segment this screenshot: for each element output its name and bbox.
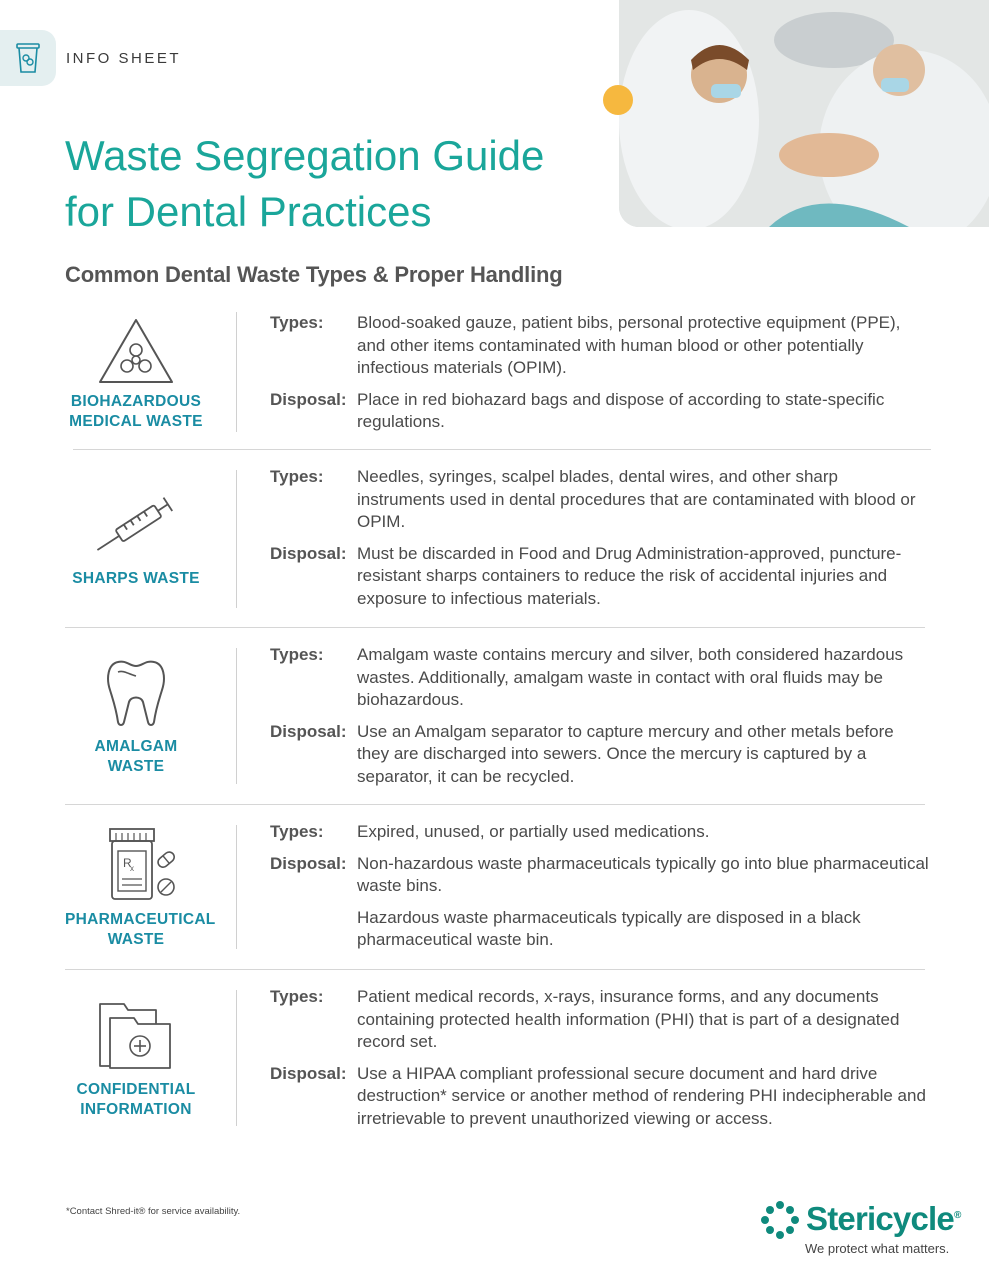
disposal-text: Must be discarded in Food and Drug Administration-approved, puncture-resistant sharps containers to reduce the risk of accidental injuries and exposure to infectious materials.	[357, 543, 902, 608]
disposal-text: Place in red biohazard bags and dispose of according to state-specific regulations.	[357, 389, 885, 431]
waste-section-pharmaceutical	[65, 821, 927, 956]
category-label-sharps: SHARPS WASTE	[72, 570, 200, 587]
types-text: Amalgam waste contains mercury and silver, both considered hazardous wastes. Additionally, amalgam waste in contact with oral fluids may be biohazardous.	[357, 645, 904, 709]
page-title	[65, 128, 605, 240]
disposal-label: Disposal:	[270, 1063, 347, 1083]
disposal-label: Disposal:	[270, 853, 347, 873]
types-row	[270, 644, 930, 712]
types-label: Types:	[270, 987, 324, 1006]
orange-accent-dot	[603, 85, 633, 115]
section-divider	[65, 804, 925, 805]
types-text: Blood-soaked gauze, patient bibs, personal protective equipment (PPE), and other items contaminated with human blood or other potentially infectious materials (OPIM).	[357, 313, 901, 377]
title-line-1: Waste Segregation Guide	[65, 132, 545, 179]
types-row	[270, 986, 930, 1054]
disposal-row	[270, 853, 930, 952]
logo-tagline: We protect what matters.	[805, 1241, 950, 1256]
types-row	[270, 466, 930, 534]
disposal-label: Disposal:	[270, 389, 347, 409]
footnote: *Contact Shred-it® for service availability.	[66, 1206, 241, 1217]
types-label: Types:	[270, 645, 324, 664]
disposal-row	[270, 389, 930, 434]
title-line-2: for Dental Practices	[65, 188, 432, 235]
info-sheet-label: INFO SHEET	[66, 50, 182, 67]
types-text: Expired, unused, or partially used medications.	[357, 822, 710, 841]
section-subtitle: Common Dental Waste Types & Proper Handling	[65, 262, 563, 287]
disposal-label: Disposal:	[270, 721, 347, 741]
category-label-pharmaceutical: PHARMACEUTICAL WASTE	[65, 911, 216, 948]
types-row	[270, 312, 930, 380]
biohazard-icon	[96, 316, 176, 386]
disposal-text: Use an Amalgam separator to capture mercury and other metals before they are discharged into sewers. Once the mercury is captured by a separator, it can be recycled.	[357, 721, 894, 786]
disposal-label: Disposal:	[270, 543, 347, 563]
folder-icon	[94, 996, 178, 1072]
category-label-biohazardous: BIOHAZARDOUS MEDICAL WASTE	[69, 393, 203, 430]
section-divider	[65, 969, 925, 970]
waste-container-icon	[13, 40, 43, 76]
disposal-text: Use a HIPAA compliant professional secure document and hard drive destruction* service or another method of rendering PHI indecipherable and irretrievable to prevent unauthorized viewing or access.	[357, 1063, 926, 1128]
disposal-row	[270, 543, 930, 611]
logo-wordmark: Stericycle®	[806, 1200, 961, 1237]
types-text: Patient medical records, x-rays, insurance forms, and any documents containing protected health information (PHI) that is part of a designated record set.	[357, 987, 900, 1051]
tooth-icon	[104, 656, 168, 728]
section-divider	[65, 627, 925, 628]
types-label: Types:	[270, 822, 324, 841]
waste-section-biohazardous	[65, 312, 927, 437]
svg-text:R: R	[123, 856, 132, 870]
types-row	[270, 821, 930, 844]
syringe-icon	[86, 490, 186, 560]
waste-section-sharps	[65, 466, 927, 611]
disposal-row	[270, 1063, 930, 1131]
waste-section-confidential	[65, 986, 927, 1131]
disposal-row	[270, 721, 930, 789]
waste-section-amalgam	[65, 644, 927, 789]
section-divider	[73, 449, 931, 450]
info-sheet-tab	[0, 30, 56, 86]
category-label-confidential: CONFIDENTIAL INFORMATION	[76, 1081, 196, 1118]
disposal-text: Non-hazardous waste pharmaceuticals typically go into blue pharmaceutical waste bins.	[357, 853, 929, 895]
stericycle-dots-icon	[760, 1200, 800, 1240]
disposal-text: Hazardous waste pharmaceuticals typically are disposed in a black pharmaceutical waste bin.	[357, 907, 861, 949]
category-label-amalgam: AMALGAM WASTE	[94, 738, 178, 775]
types-label: Types:	[270, 467, 324, 486]
types-text: Needles, syringes, scalpel blades, dental wires, and other sharp instruments used in dental procedures that are contaminated with blood or OPIM.	[357, 467, 916, 531]
dental-procedure-photo	[619, 0, 989, 227]
types-label: Types:	[270, 313, 324, 332]
svg-text:x: x	[130, 864, 134, 873]
prescription-bottle-icon	[94, 825, 178, 903]
